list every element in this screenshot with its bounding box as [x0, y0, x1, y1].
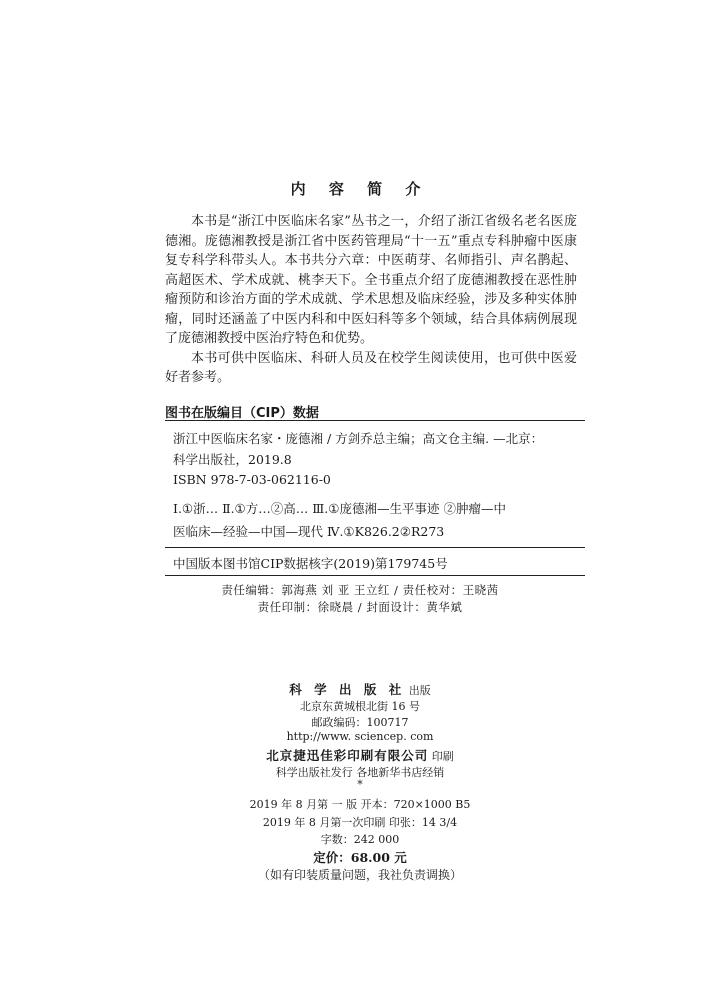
publisher-name: 科 学 出 版 社 [289, 682, 406, 697]
printer-name: 北京捷迅佳彩印刷有限公司 [266, 748, 429, 763]
price-line [0, 848, 720, 866]
separator-star: * [357, 778, 363, 791]
cip-record-number: 中国版本图书馆CIP数据核字(2019)第179745号 [173, 556, 448, 571]
publisher-line [0, 680, 720, 698]
quality-notice: （如有印装质量问题，我社负责调换） [257, 868, 462, 882]
word-count: 字数：242 000 [320, 833, 400, 846]
cip-classification-1: Ⅰ.①浙… Ⅱ.①方…②高… Ⅲ.①庞德湘—生平事迹 ②肿瘤—中 [173, 501, 506, 516]
cip-divider [165, 547, 585, 548]
credits-production: 责任印制：徐晓晨 / 封面设计：黄华斌 [257, 600, 463, 614]
cip-line-2: 科学出版社，2019.8 [173, 452, 292, 467]
cip-bottom-rule [165, 575, 585, 576]
cip-heading: 图书在版编目（CIP）数据 [165, 406, 319, 421]
cip-block [165, 420, 585, 571]
publisher-suffix: 出版 [408, 684, 431, 697]
credits-editors: 责任编辑：郭海燕 刘 亚 王立红 / 责任校对：王晓茜 [221, 583, 499, 597]
printing-info: 2019 年 8 月第一次印刷 印张：14 3/4 [262, 816, 458, 829]
price-label: 定价： [313, 850, 351, 865]
intro-paragraph-1: 本书是“浙江中医临床名家”丛书之一，介绍了浙江省级名老名医庞德湘。庞德湘教授是浙江省中医药管理局“十一五”重点专科肿瘤中医康复专科学科带头人。本书共分六章：中医萌芽、名师指引、声名鹊起、高超医术、学术成就、桃李天下。全书重点介绍了庞德湘教授在恶性肿瘤预防和诊治方面的学术成就、学术思想及临床经验，涉及多种实体肿瘤，同时还涵盖了中医内科和中医妇科等多个领域，结合具体病例展现了庞德湘教授中医治疗特色和优势。 [165, 214, 577, 346]
intro-paragraph-2: 本书可供中医临床、科研人员及在校学生阅读使用，也可供中医爱好者参考。 [165, 350, 577, 385]
price-value: 68.00 元 [350, 850, 407, 865]
publisher-postcode: 邮政编码：100717 [311, 716, 409, 729]
cip-classification-2: 医临床—经验—中国—现代 Ⅳ.①K826.2②R273 [173, 524, 445, 539]
printer-suffix: 印刷 [431, 750, 454, 763]
publisher-url: http://www. sciencep. com [286, 730, 434, 743]
edition-info: 2019 年 8 月第 一 版 开本：720×1000 B5 [249, 798, 471, 811]
cip-isbn: ISBN 978-7-03-062116-0 [173, 472, 331, 487]
printer-line [0, 746, 720, 764]
cip-line-1: 浙江中医临床名家・庞德湘 / 方剑乔总主编；高文仓主编. —北京： [173, 431, 544, 446]
distribution: 科学出版社发行 各地新华书店经销 [275, 766, 445, 779]
page-title: 内 容 简 介 [290, 180, 430, 198]
publisher-address: 北京东黄城根北街 16 号 [300, 700, 420, 713]
introduction [165, 212, 577, 388]
